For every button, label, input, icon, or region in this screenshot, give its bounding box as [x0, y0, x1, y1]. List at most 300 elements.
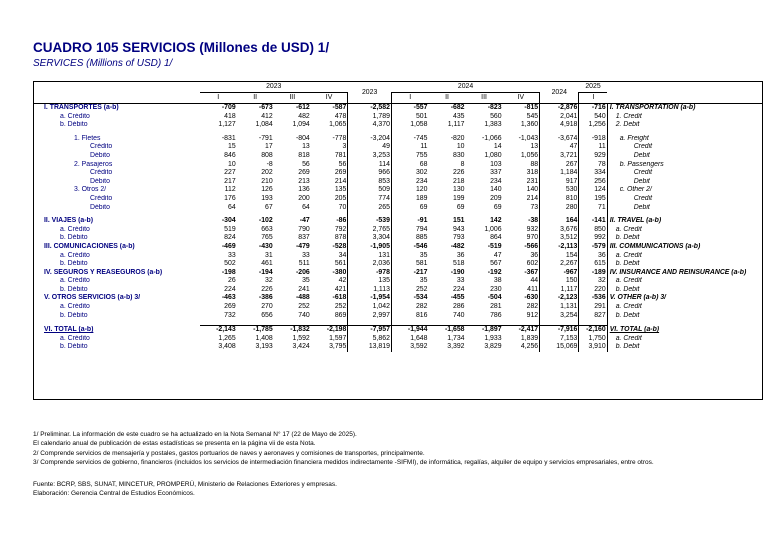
cell-value: -206	[295, 268, 310, 276]
table-row	[34, 243, 762, 252]
header-row-quarters	[34, 93, 762, 104]
cell-value: 265	[348, 204, 392, 213]
row-label-en: V. OTHER (a-b) 3/	[609, 294, 667, 302]
cell-value: -831	[221, 134, 236, 142]
cell-value: -386	[258, 294, 273, 302]
cell-value: 1,065	[311, 121, 348, 130]
cell-value: -1,785	[237, 326, 274, 335]
cell-value: 878	[311, 234, 348, 243]
cell-value: -463	[221, 294, 236, 302]
cell-value: 10	[456, 143, 465, 151]
table-row	[34, 121, 762, 130]
cell-value: 209	[490, 194, 502, 202]
cell-value: 2,997	[348, 312, 392, 321]
row-label-es: V. OTROS SERVICIOS (a-b) 3/	[44, 294, 141, 302]
cell-value: -3,204	[348, 135, 392, 144]
cell-value: -198	[221, 268, 236, 276]
row-label-en: a. Credit	[615, 303, 642, 311]
cell-value: 501	[415, 112, 428, 120]
cell-value: 70	[311, 204, 348, 213]
header-annual-2024: 2024	[540, 88, 579, 99]
cell-value: -2,113	[540, 243, 579, 252]
cell-value: 13	[302, 143, 310, 151]
footnotes	[33, 430, 654, 468]
cell-value: 1,789	[348, 113, 392, 122]
cell-value: 885	[415, 234, 428, 242]
cell-value: 44	[503, 277, 540, 286]
cell-value: 302	[415, 169, 428, 177]
cell-value: 818	[298, 151, 310, 159]
table-row	[34, 143, 762, 152]
cell-value: 195	[579, 195, 607, 204]
cell-value: 1,750	[579, 335, 607, 344]
cell-value: -682	[450, 104, 465, 111]
row-label-es: b. Débito	[60, 234, 88, 242]
cell-value: 154	[540, 252, 579, 261]
row-label-es: a. Crédito	[60, 225, 90, 233]
cell-value: 3,253	[348, 152, 392, 161]
cell-value: 530	[540, 186, 579, 195]
cell-value: 992	[579, 234, 607, 243]
source-line: Fuente: BCRP, SBS, SUNAT, MINCETUR, PROMPERÚ, Ministerio de Relaciones Exteriores y empresas.	[33, 481, 337, 488]
cell-value: -539	[348, 217, 392, 226]
cell-value: -618	[311, 294, 348, 303]
cell-value: 282	[415, 303, 428, 311]
cell-value: 837	[298, 234, 310, 242]
cell-value: 234	[415, 177, 428, 185]
cell-value: 663	[261, 225, 273, 233]
row-label-es: III. COMUNICACIONES (a-b)	[44, 242, 135, 250]
cell-value: 226	[261, 285, 273, 293]
table-row	[34, 152, 762, 161]
table-title: CUADRO 105 SERVICIOS (Millones de USD) 1/	[33, 40, 330, 55]
table-row	[34, 335, 762, 344]
source-block	[33, 480, 337, 499]
cell-value: -2,198	[311, 326, 348, 335]
cell-value: -967	[540, 269, 579, 278]
cell-value: 35	[302, 277, 310, 285]
cell-value: 10	[228, 160, 236, 168]
cell-value: 49	[348, 143, 392, 152]
header-q1-2023: I	[217, 94, 220, 101]
cell-value: 932	[503, 226, 540, 235]
cell-value: 1,648	[410, 334, 428, 342]
table-row	[34, 303, 762, 312]
cell-value: 199	[453, 194, 465, 202]
cell-value: 3,829	[484, 343, 502, 351]
cell-value: -2,876	[540, 104, 579, 113]
row-label-es: b. Débito	[60, 343, 88, 351]
cell-value: 33	[302, 251, 310, 259]
cell-value: 740	[298, 311, 310, 319]
cell-value: -1,944	[391, 326, 428, 335]
cell-value: 602	[503, 260, 540, 269]
cell-value: 1,042	[348, 303, 392, 312]
row-label-en: II. TRAVEL (a-b)	[609, 217, 662, 225]
cell-value: 3,392	[447, 343, 465, 351]
cell-value: 1,127	[218, 121, 236, 129]
row-label-es: a. Crédito	[60, 303, 90, 311]
cell-value: 3,592	[410, 343, 428, 351]
cell-value: -804	[295, 134, 310, 142]
cell-value: -47	[299, 217, 310, 225]
cell-value: -189	[579, 269, 607, 278]
cell-value: 1,117	[447, 121, 465, 129]
table-row	[34, 226, 762, 235]
header-annual-2023: 2023	[348, 88, 392, 99]
cell-value: 35	[419, 251, 428, 259]
row-label-es: Crédito	[90, 194, 113, 202]
cell-value: 1,933	[484, 334, 502, 342]
cell-value: 71	[579, 204, 607, 213]
row-label-es: 1. Fletes	[74, 134, 101, 142]
cell-value: 150	[540, 277, 579, 286]
footnote-2: 2/ Comprende servicios de mensajería y postales, gastos portuarios de naves y aeronaves y comisiones de transportes, principalmente.	[33, 449, 425, 457]
cell-value: 200	[298, 194, 310, 202]
cell-value: 794	[415, 225, 428, 233]
cell-value: 267	[540, 161, 579, 170]
cell-value: 774	[348, 195, 392, 204]
header-q2-2023: II	[253, 94, 258, 101]
cell-value: 269	[298, 169, 310, 177]
row-label-en: Debit	[633, 177, 650, 185]
cell-value: 112	[224, 186, 236, 194]
cell-value: -536	[579, 294, 607, 303]
cell-value: 78	[579, 161, 607, 170]
cell-value: 561	[311, 260, 348, 269]
table-row	[34, 269, 762, 278]
cell-value: -978	[348, 269, 392, 278]
cell-value: -528	[311, 243, 348, 252]
cell-value: 227	[224, 169, 236, 177]
cell-value: 824	[224, 234, 236, 242]
row-label-en: c. Other 2/	[619, 186, 652, 194]
header-q1-2024: I	[409, 94, 412, 101]
cell-value: -1,066	[482, 134, 502, 142]
cell-value: 13,819	[348, 343, 392, 352]
table-row	[34, 135, 762, 144]
cell-value: 615	[579, 260, 607, 269]
cell-value: 34	[311, 252, 348, 261]
table-row	[34, 204, 762, 213]
cell-value: 540	[579, 113, 607, 122]
cell-value: 850	[579, 226, 607, 235]
cell-value: -2,143	[200, 326, 237, 335]
cell-value: 218	[453, 177, 465, 185]
table-subtitle: SERVICES (Millions of USD) 1/	[33, 58, 173, 69]
row-label-es: b. Débito	[60, 311, 88, 319]
cell-value: 810	[540, 195, 579, 204]
row-label-en: Credit	[633, 143, 653, 151]
cell-value: -504	[487, 294, 502, 302]
cell-value: 142	[490, 217, 502, 225]
cell-value: -8	[266, 160, 273, 168]
table-row	[34, 260, 762, 269]
cell-value: -557	[413, 104, 428, 111]
row-label-es: I. TRANSPORTES (a-b)	[44, 104, 119, 111]
cell-value: 3,408	[218, 343, 236, 351]
cell-value: 3	[311, 143, 348, 152]
cell-value: 69	[456, 203, 465, 211]
cell-value: 1,256	[579, 121, 607, 130]
cell-value: -612	[295, 104, 310, 111]
cell-value: 124	[579, 186, 607, 195]
cell-value: 68	[419, 160, 428, 168]
cell-value: 1,184	[540, 169, 579, 178]
cell-value: 1,265	[218, 334, 236, 342]
cell-value: 482	[298, 112, 310, 120]
cell-value: 1,734	[447, 334, 465, 342]
cell-value: 252	[311, 303, 348, 312]
cell-value: 270	[261, 303, 273, 311]
header-row-years	[34, 82, 762, 93]
cell-value: -469	[221, 242, 236, 250]
cell-value: 732	[224, 311, 236, 319]
row-label-en: b. Debit	[615, 311, 640, 319]
cell-value: 1,839	[503, 335, 540, 344]
cell-value: 36	[503, 252, 540, 261]
cell-value: -455	[450, 294, 465, 302]
cell-value: -38	[503, 217, 540, 226]
cell-value: 334	[579, 169, 607, 178]
header-q3-2023: III	[289, 94, 296, 101]
cell-value: -367	[503, 269, 540, 278]
cell-value: 291	[579, 303, 607, 312]
cell-value: -778	[311, 135, 348, 144]
cell-value: 136	[298, 186, 310, 194]
cell-value: -91	[417, 217, 428, 225]
cell-value: 220	[579, 286, 607, 295]
table-row	[34, 234, 762, 243]
cell-value: 69	[419, 203, 428, 211]
cell-value: 33	[456, 277, 465, 285]
elaboration-line: Elaboración: Gerencia Central de Estudios Económicos.	[33, 490, 195, 498]
cell-value: 435	[453, 112, 465, 120]
cell-value: -519	[487, 242, 502, 250]
header-year-2025: 2025	[579, 82, 607, 93]
cell-value: 4,256	[503, 343, 540, 352]
table-row	[34, 326, 762, 335]
cell-value: -217	[413, 268, 428, 276]
cell-value: 4,918	[540, 121, 579, 130]
cell-value: -1,658	[428, 326, 465, 335]
cell-value: -3,674	[540, 135, 579, 144]
row-label-es: II. VIAJES (a-b)	[44, 217, 94, 225]
cell-value: 1,360	[503, 121, 540, 130]
table-row	[34, 286, 762, 295]
cell-value: -2,417	[503, 326, 540, 335]
cell-value: 8	[460, 160, 465, 168]
row-label-es: a. Crédito	[60, 334, 90, 342]
row-label-en: Debit	[633, 203, 650, 211]
cell-value: 1,058	[410, 121, 428, 129]
cell-value: 1,080	[484, 151, 502, 159]
cell-value: 151	[453, 217, 465, 225]
cell-value: -86	[311, 217, 348, 226]
cell-value: 120	[415, 186, 428, 194]
cell-value: 32	[579, 277, 607, 286]
cell-value: 64	[302, 203, 310, 211]
row-label-es: b. Débito	[60, 285, 88, 293]
cell-value: 7,153	[540, 335, 579, 344]
header-q3-2024: III	[481, 94, 487, 101]
row-label-en: a. Credit	[615, 251, 642, 259]
cell-value: 280	[540, 204, 579, 213]
cell-value: 38	[493, 277, 502, 285]
cell-value: -534	[413, 294, 428, 302]
row-label-en: Credit	[633, 169, 653, 177]
cell-value: 282	[503, 303, 540, 312]
row-label-es: Débito	[90, 203, 110, 211]
cell-value: -918	[579, 135, 607, 144]
cell-value: 808	[261, 151, 273, 159]
row-label-es: Crédito	[90, 143, 113, 151]
cell-value: 31	[265, 251, 273, 259]
cell-value: 793	[453, 234, 465, 242]
cell-value: 69	[493, 203, 502, 211]
cell-value: 3,676	[540, 226, 579, 235]
cell-value: 214	[503, 195, 540, 204]
cell-value: -190	[450, 268, 465, 276]
table-row	[34, 294, 762, 303]
row-label-en: Credit	[633, 194, 653, 202]
row-label-es: b. Débito	[60, 260, 88, 268]
cell-value: 2,267	[540, 260, 579, 269]
cell-value: -587	[311, 104, 348, 113]
cell-value: 966	[348, 169, 392, 178]
row-label-en: IV. INSURANCE AND REINSURANCE (a-b)	[609, 268, 747, 276]
cell-value: -430	[258, 242, 273, 250]
table-row	[34, 252, 762, 261]
cell-value: -192	[487, 268, 502, 276]
cell-value: 970	[503, 234, 540, 243]
table-body	[34, 104, 762, 353]
row-label-es: a. Crédito	[60, 251, 90, 259]
cell-value: 545	[503, 113, 540, 122]
row-label-en: b. Debit	[615, 234, 640, 242]
cell-value: -7,916	[540, 326, 579, 335]
row-label-en: a. Credit	[615, 277, 642, 285]
cell-value: 3,910	[579, 343, 607, 352]
cell-value: -7,957	[348, 326, 392, 335]
cell-value: 3,424	[292, 343, 310, 351]
cell-value: 11	[579, 143, 607, 152]
cell-value: 581	[415, 260, 428, 268]
cell-value: 846	[224, 151, 236, 159]
cell-value: 73	[503, 204, 540, 213]
cell-value: 912	[503, 312, 540, 321]
header-q4-2024: IV	[517, 94, 525, 101]
cell-value: -673	[258, 104, 273, 111]
cell-value: 509	[348, 186, 392, 195]
cell-value: -709	[221, 104, 236, 111]
row-label-en: b. Debit	[615, 343, 640, 351]
cell-value: 193	[261, 194, 273, 202]
cell-value: 140	[503, 186, 540, 195]
cell-value: 140	[490, 186, 502, 194]
cell-value: 114	[348, 161, 392, 170]
cell-value: 2,041	[540, 113, 579, 122]
header-q4-2023: IV	[325, 94, 333, 101]
row-label-en: b. Passengers	[619, 160, 664, 168]
cell-value: 827	[579, 312, 607, 321]
cell-value: 131	[348, 252, 392, 261]
cell-value: -2,582	[348, 104, 392, 113]
cell-value: 56	[311, 161, 348, 170]
cell-value: 869	[311, 312, 348, 321]
cell-value: 418	[224, 112, 236, 120]
cell-value: 164	[540, 217, 579, 226]
services-table	[34, 82, 762, 352]
cell-value: 2,765	[348, 226, 392, 235]
cell-value: 560	[490, 112, 502, 120]
cell-value: 2,036	[348, 260, 392, 269]
cell-value: 790	[298, 225, 310, 233]
cell-value: -579	[579, 243, 607, 252]
cell-value: 518	[453, 260, 465, 268]
cell-value: 15	[228, 143, 236, 151]
cell-value: 234	[490, 177, 502, 185]
cell-value: 35	[419, 277, 428, 285]
cell-value: 792	[311, 226, 348, 235]
cell-value: 231	[503, 178, 540, 187]
cell-value: 1,117	[540, 286, 579, 295]
cell-value: 88	[503, 161, 540, 170]
cell-value: 47	[493, 251, 502, 259]
cell-value: 47	[540, 143, 579, 152]
cell-value: 64	[228, 203, 236, 211]
cell-value: 3,304	[348, 234, 392, 243]
cell-value: 765	[261, 234, 273, 242]
cell-value: -1,905	[348, 243, 392, 252]
cell-value: -380	[311, 269, 348, 278]
cell-value: -566	[503, 243, 540, 252]
header-year-2024: 2024	[391, 82, 539, 93]
cell-value: -1,832	[274, 326, 311, 335]
cell-value: 4,370	[348, 121, 392, 130]
row-label-en: III. COMMUNICATIONS (a-b)	[609, 242, 701, 250]
cell-value: 230	[490, 285, 502, 293]
cell-value: 256	[579, 178, 607, 187]
cell-value: 1,592	[292, 334, 310, 342]
row-label-en: b. Debit	[615, 260, 640, 268]
cell-value: -791	[258, 134, 273, 142]
row-label-en: Debit	[633, 151, 650, 159]
cell-value: 1,131	[540, 303, 579, 312]
cell-value: 519	[224, 225, 236, 233]
cell-value: 5,862	[348, 335, 392, 344]
cell-value: 42	[311, 277, 348, 286]
cell-value: 502	[224, 260, 236, 268]
cell-value: 3,795	[311, 343, 348, 352]
cell-value: 943	[453, 225, 465, 233]
cell-value: -546	[413, 242, 428, 250]
cell-value: 511	[298, 260, 310, 268]
cell-value: 816	[415, 311, 428, 319]
cell-value: 411	[503, 286, 540, 295]
cell-value: 1,597	[311, 335, 348, 344]
cell-value: 205	[311, 195, 348, 204]
cell-value: 217	[224, 177, 236, 185]
cell-value: 226	[453, 169, 465, 177]
cell-value: 33	[228, 251, 236, 259]
table-row	[34, 161, 762, 170]
cell-value: 269	[311, 169, 348, 178]
cell-value: 786	[490, 311, 502, 319]
cell-value: 1,094	[292, 121, 310, 129]
cell-value: 202	[261, 169, 273, 177]
row-label-es: a. Crédito	[60, 112, 90, 120]
